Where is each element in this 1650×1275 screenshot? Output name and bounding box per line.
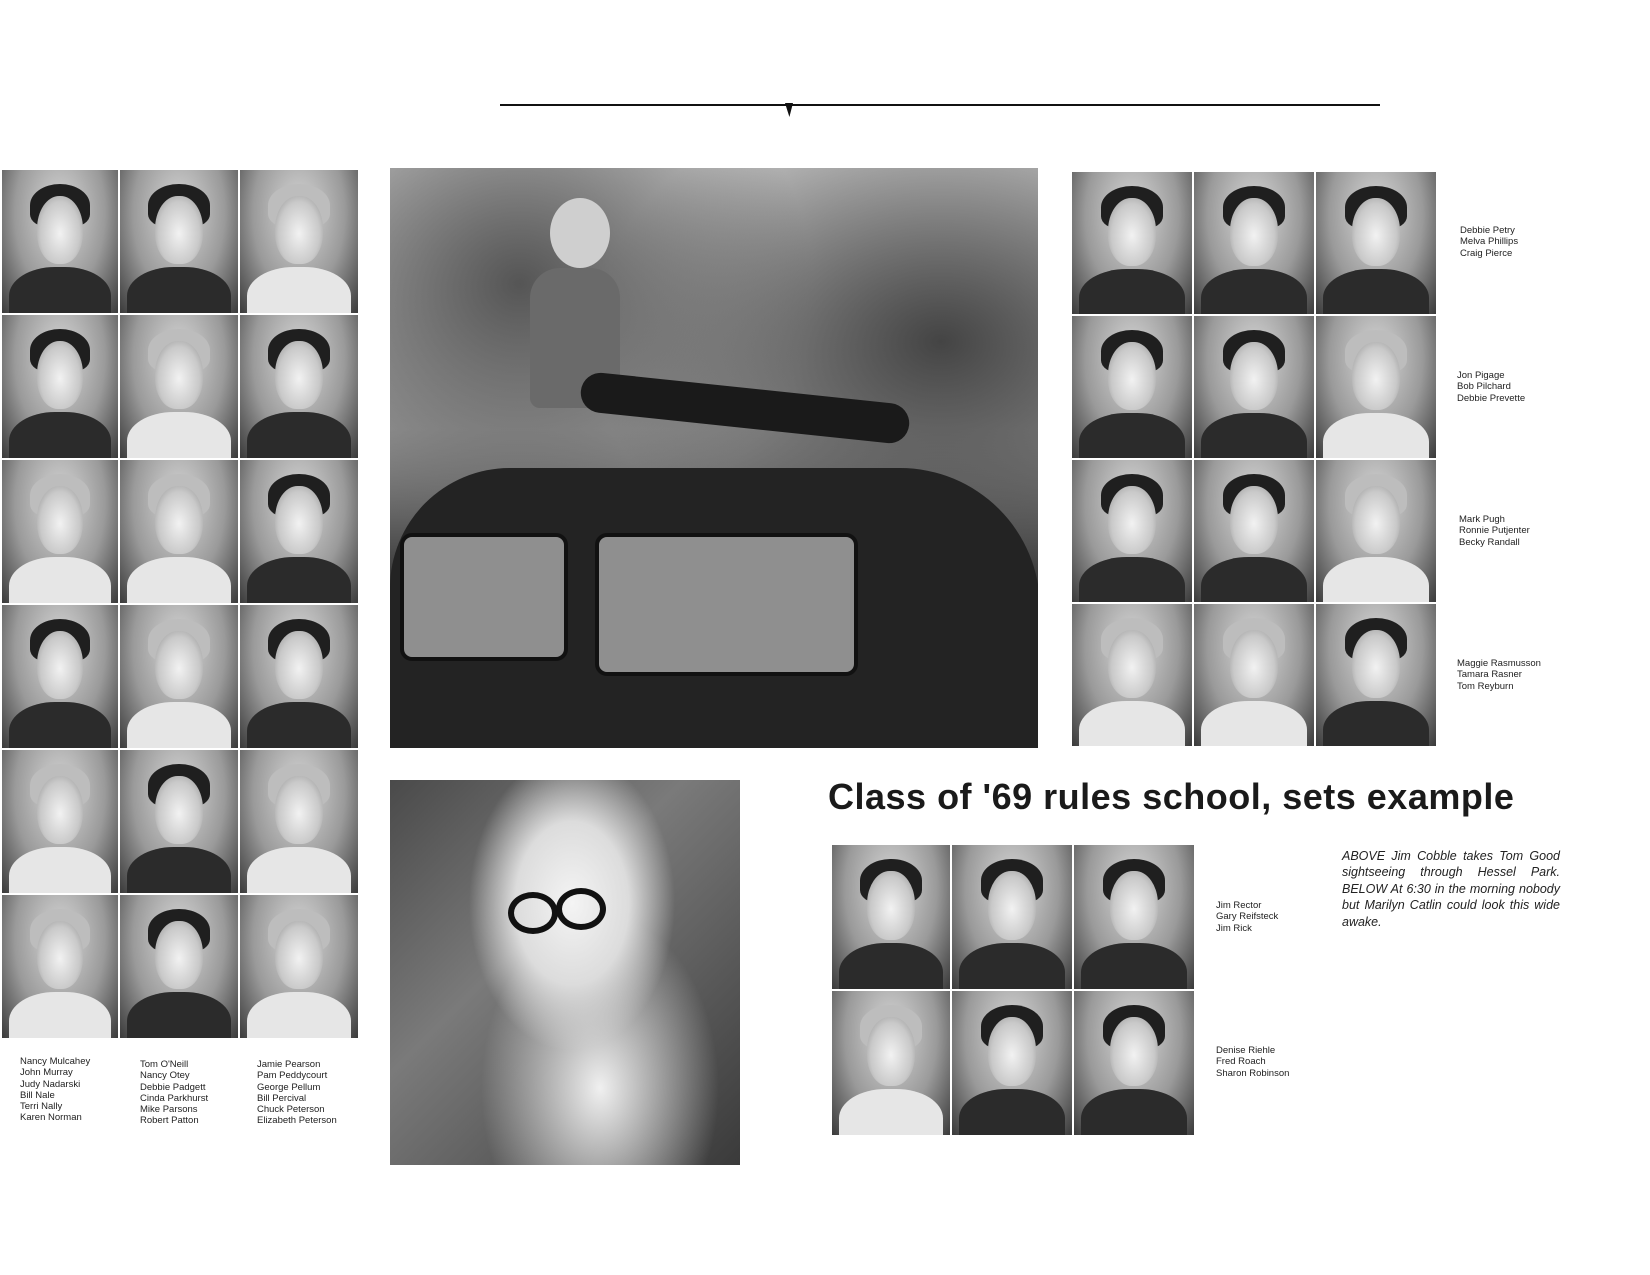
- student-name: Ronnie Putjenter: [1459, 525, 1530, 537]
- portrait-photo: [2, 460, 118, 603]
- student-name: Tamara Rasner: [1457, 669, 1522, 681]
- student-name: Chuck Peterson: [257, 1104, 325, 1116]
- portrait-photo: [1194, 316, 1314, 458]
- student-name: Gary Reifsteck: [1216, 911, 1279, 923]
- portrait-photo: [1072, 172, 1192, 314]
- car-photo: [390, 168, 1038, 748]
- portrait-photo: [832, 845, 950, 989]
- right-names-row-3: [1459, 514, 1530, 548]
- lower-names-row-2: [1216, 1045, 1289, 1079]
- student-name: Tom Reyburn: [1457, 680, 1514, 692]
- portrait-photo: [1074, 991, 1194, 1135]
- right-names-row-1: [1460, 225, 1518, 259]
- student-name: Nancy Otey: [140, 1070, 190, 1082]
- page-top-rule: [500, 104, 1380, 106]
- student-name: Jon Pigage: [1457, 370, 1505, 381]
- student-name: Cinda Parkhurst: [140, 1092, 209, 1104]
- lower-portrait-grid: [832, 845, 1194, 1135]
- student-name: John Murray: [20, 1067, 73, 1079]
- student-name: Elizabeth Peterson: [257, 1115, 337, 1127]
- student-name: Melva Phillips: [1460, 236, 1519, 248]
- student-name: George Pellum: [257, 1081, 321, 1093]
- left-portrait-grid: [2, 170, 358, 1038]
- student-name: Nancy Mulcahey: [20, 1056, 91, 1067]
- student-name: Craig Pierce: [1460, 247, 1513, 259]
- student-name: Jim Rector: [1216, 900, 1262, 911]
- portrait-photo: [2, 605, 118, 748]
- portrait-photo: [1194, 604, 1314, 746]
- photo-caption: ABOVE Jim Cobble takes Tom Good sightseeing through Hessel Park. BELOW At 6:30 in the morning nobody but Marilyn Catlin could look this wide awake.: [1342, 849, 1560, 929]
- student-name: Bob Pilchard: [1457, 381, 1511, 393]
- student-name: Becky Randall: [1459, 536, 1520, 548]
- car-window-shape: [400, 533, 568, 661]
- portrait-photo: [240, 460, 358, 603]
- glasses-shape: [508, 892, 558, 934]
- student-name: Mike Parsons: [140, 1104, 198, 1116]
- lower-names-row-1: [1216, 900, 1278, 934]
- right-portrait-grid: [1072, 172, 1436, 746]
- right-names-row-2: [1457, 370, 1525, 404]
- student-name: Bill Percival: [257, 1092, 307, 1104]
- portrait-photo: [1074, 845, 1194, 989]
- portrait-photo: [1072, 460, 1192, 602]
- left-names-column-1: [20, 1056, 90, 1124]
- student-name: Debbie Prevette: [1457, 392, 1526, 404]
- student-name: Bill Nale: [20, 1089, 55, 1101]
- student-name: Tom O'Neill: [140, 1059, 189, 1070]
- portrait-photo: [120, 605, 238, 748]
- girl-photo: [390, 780, 740, 1165]
- student-name: Sharon Robinson: [1216, 1067, 1290, 1079]
- portrait-photo: [240, 895, 358, 1038]
- portrait-photo: [2, 170, 118, 313]
- portrait-photo: [120, 460, 238, 603]
- rider-legs-shape: [579, 371, 911, 445]
- portrait-photo: [240, 750, 358, 893]
- student-name: Mark Pugh: [1459, 514, 1505, 525]
- right-names-row-4: [1457, 658, 1541, 692]
- student-name: Fred Roach: [1216, 1056, 1266, 1068]
- portrait-photo: [2, 315, 118, 458]
- student-name: Jim Rick: [1216, 922, 1252, 934]
- portrait-photo: [952, 845, 1072, 989]
- left-names-column-3: [257, 1059, 337, 1127]
- portrait-photo: [120, 750, 238, 893]
- student-name: Debbie Padgett: [140, 1081, 206, 1093]
- portrait-photo: [1072, 316, 1192, 458]
- student-name: Denise Riehle: [1216, 1045, 1276, 1056]
- portrait-photo: [240, 315, 358, 458]
- portrait-photo: [120, 895, 238, 1038]
- portrait-photo: [1316, 460, 1436, 602]
- glasses-shape: [556, 888, 606, 930]
- portrait-photo: [1194, 172, 1314, 314]
- portrait-photo: [120, 315, 238, 458]
- student-name: Terri Nally: [20, 1101, 63, 1113]
- car-window-shape: [595, 533, 858, 676]
- gutter-mark: [785, 103, 793, 117]
- student-name: Judy Nadarski: [20, 1078, 81, 1090]
- portrait-photo: [2, 895, 118, 1038]
- rider-head-shape: [550, 198, 610, 268]
- student-name: Jamie Pearson: [257, 1059, 321, 1070]
- student-name: Karen Norman: [20, 1112, 82, 1124]
- student-name: Debbie Petry: [1460, 225, 1515, 236]
- portrait-photo: [1316, 172, 1436, 314]
- left-names-column-2: [140, 1059, 208, 1127]
- student-name: Pam Peddycourt: [257, 1070, 328, 1082]
- portrait-photo: [1072, 604, 1192, 746]
- portrait-photo: [832, 991, 950, 1135]
- portrait-photo: [2, 750, 118, 893]
- portrait-photo: [240, 170, 358, 313]
- portrait-photo: [952, 991, 1072, 1135]
- portrait-photo: [1194, 460, 1314, 602]
- page-headline: Class of '69 rules school, sets example: [828, 776, 1515, 817]
- student-name: Robert Patton: [140, 1115, 199, 1127]
- student-name: Maggie Rasmusson: [1457, 658, 1541, 669]
- portrait-photo: [1316, 604, 1436, 746]
- portrait-photo: [1316, 316, 1436, 458]
- portrait-photo: [240, 605, 358, 748]
- portrait-photo: [120, 170, 238, 313]
